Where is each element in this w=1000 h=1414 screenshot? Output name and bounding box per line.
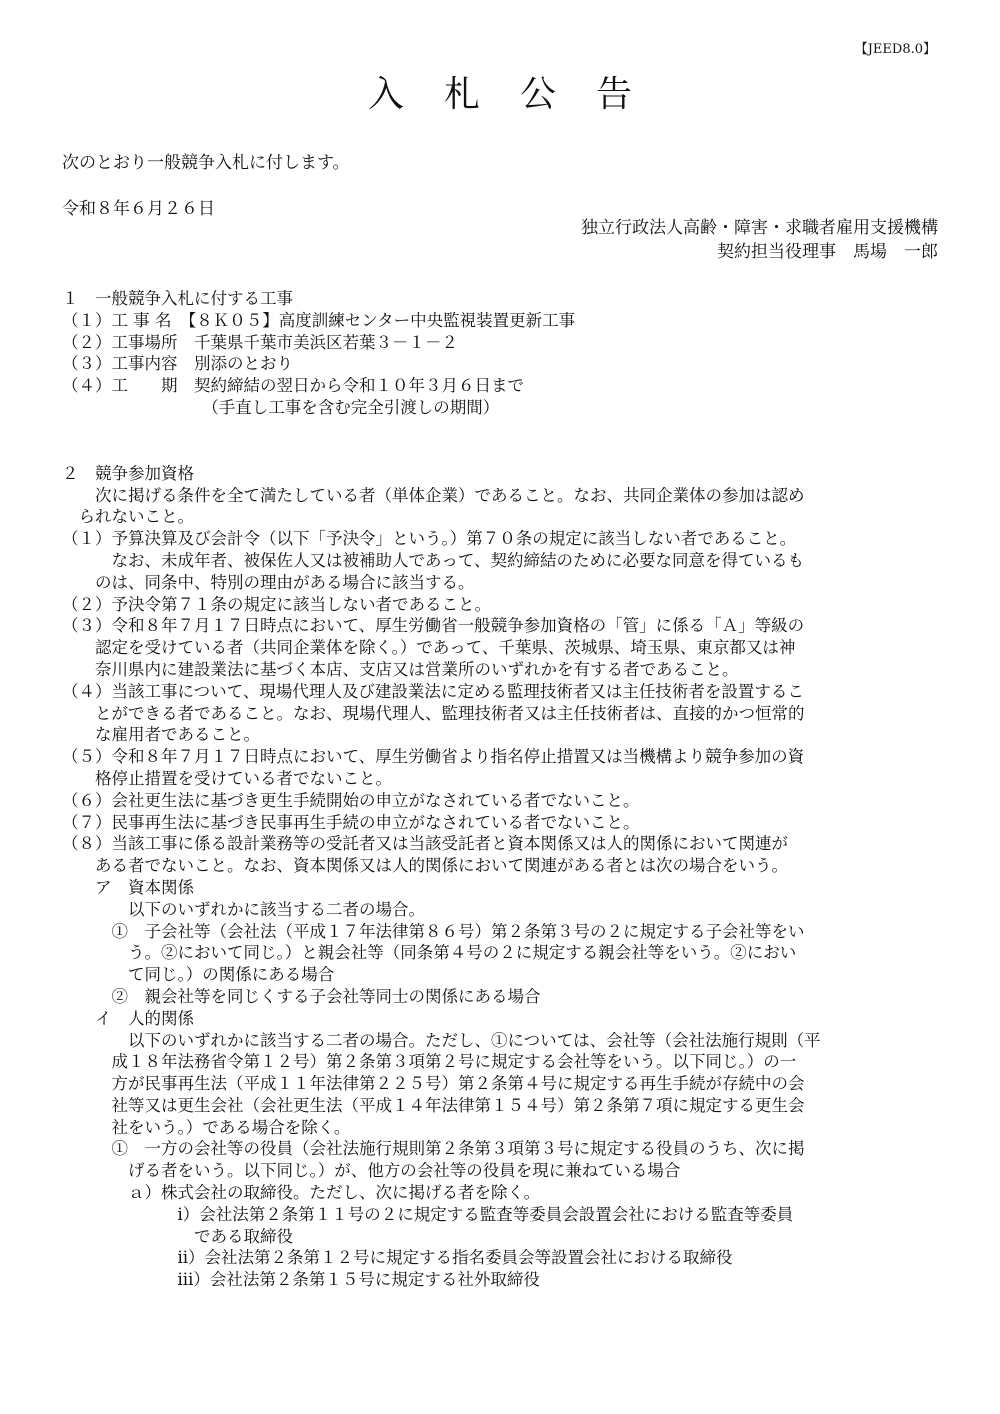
section-2-line: （７）民事再生法に基づき民事再生手続の申立がなされている者でないこと。	[62, 812, 640, 832]
section-1-item: （４）工 期 契約締結の翌日から令和１０年３月６日まで	[62, 376, 524, 396]
section-1-item: （１）工 事 名 【８Ｋ０５】高度訓練センター中央監視装置更新工事	[62, 310, 576, 330]
issuer-block	[581, 216, 938, 264]
section-spacer	[62, 441, 942, 463]
section-2-line: イ 人的関係	[62, 1008, 194, 1028]
section-2-line: 方が民事再生法（平成１１年法律第２２５号）第２条第４号に規定する再生手続が存続中の会	[62, 1074, 805, 1094]
section-2-line: 奈川県内に建設業法に基づく本店、支店又は営業所のいずれかを有する者であること。	[62, 659, 739, 679]
section-spacer	[62, 419, 942, 441]
section-2-line: なお、未成年者、被保佐人又は被補助人であって、契約締結のために必要な同意を得ているも	[62, 550, 805, 570]
section-2-line: な雇用者であること。	[62, 725, 260, 745]
section-2-heading: ２ 競争参加資格	[62, 463, 194, 483]
section-2-line: とができる者であること。なお、現場代理人、監理技術者又は主任技術者は、直接的かつ恒常的	[62, 703, 805, 723]
section-2-line: ⅲ）会社法第２条第１５号に規定する社外取締役	[62, 1270, 540, 1290]
issuer-organization: 独立行政法人高齢・障害・求職者雇用支援機構	[581, 218, 938, 238]
issuer-official: 契約担当役理事 馬場 一郎	[717, 242, 938, 262]
notice-date: 令和８年６月２６日	[62, 199, 215, 219]
section-2-line: 認定を受けている者（共同企業体を除く。）であって、千葉県、茨城県、埼玉県、東京都又は神	[62, 638, 796, 658]
section-2-line: ⅱ）会社法第２条第１２号に規定する指名委員会等設置会社における取締役	[62, 1248, 733, 1268]
section-2-line: である取締役	[62, 1226, 293, 1246]
section-2-line: られないこと。	[62, 507, 194, 527]
section-2-line: げる者をいう。以下同じ。）が、他方の会社等の役員を現に兼ねている場合	[62, 1161, 681, 1181]
section-2-line: （４）当該工事について、現場代理人及び建設業法に定める監理技術者又は主任技術者を設置するこ	[62, 681, 804, 701]
section-2-line: （５）令和８年７月１７日時点において、厚生労働省より指名停止措置又は当機構より競争参加の資	[62, 747, 805, 767]
section-2-line: ａ）株式会社の取締役。ただし、次に掲げる者を除く。	[62, 1183, 541, 1203]
section-2-line: ある者でないこと。なお、資本関係又は人的関係において関連がある者とは次の場合をいう。	[62, 856, 788, 876]
section-2-line: 社等又は更生会社（会社更生法（平成１４年法律第１５４号）第２条第７項に規定する更生会	[62, 1095, 805, 1115]
section-2-line: のは、同条中、特別の理由がある場合に該当する。	[62, 572, 475, 592]
section-2-line: 以下のいずれかに該当する二者の場合。ただし、①については、会社等（会社法施行規則（平	[62, 1030, 821, 1050]
section-2-line: て同じ。）の関係にある場合	[62, 965, 335, 985]
section-2-content	[62, 485, 942, 1291]
section-2-line: （３）令和８年７月１７日時点において、厚生労働省一般競争参加資格の「管」に係る「Ａ」等級の	[62, 616, 805, 636]
section-2-line: 社をいう。）である場合を除く。	[62, 1117, 351, 1137]
document-code: 【JEED8.0】	[854, 42, 936, 57]
section-2-line: ② 親会社等を同じくする子会社等同士の関係にある場合	[62, 986, 541, 1006]
section-1-item: （３）工事内容 別添のとおり	[62, 354, 293, 374]
section-2-line: 格停止措置を受けている者でないこと。	[62, 768, 392, 788]
section-1-item: （２）工事場所 千葉県千葉市美浜区若葉３－１－２	[62, 332, 458, 352]
section-2-line: （１）予算決算及び会計令（以下「予決令」という。）第７０条の規定に該当しない者であること。	[62, 529, 797, 549]
section-2-line: ア 資本関係	[62, 877, 194, 897]
document-body	[62, 288, 942, 1291]
section-2-line: （６）会社更生法に基づき更生手続開始の申立がなされている者でないこと。	[62, 790, 640, 810]
section-2-line: ① 子会社等（会社法（平成１７年法律第８６号）第２条第３号の２に規定する子会社等をい	[62, 921, 805, 941]
section-2-line: 次に掲げる条件を全て満たしている者（単体企業）であること。なお、共同企業体の参加は認め	[62, 485, 805, 505]
section-1-item: （手直し工事を含む完全引渡しの期間）	[62, 397, 500, 417]
section-2-line: （２）予決令第７１条の規定に該当しない者であること。	[62, 594, 491, 614]
section-1-heading: １ 一般競争入札に付する工事	[62, 289, 293, 308]
section-2-line: ⅰ）会社法第２条第１１号の２に規定する監査等委員会設置会社における監査等委員	[62, 1204, 794, 1224]
section-2-line: 以下のいずれかに該当する二者の場合。	[62, 899, 425, 919]
section-2-line: （８）当該工事に係る設計業務等の受託者又は当該受託者と資本関係又は人的関係において関連が	[62, 834, 788, 854]
document-title: 入札公告	[367, 74, 672, 115]
section-2-line: 成１８年法務省令第１２号）第２条第３項第２号に規定する会社等をいう。以下同じ。）の一	[62, 1052, 797, 1072]
section-2-line: う。②において同じ。）と親会社等（同条第４号の２に規定する親会社等をいう。②におい	[62, 943, 797, 963]
intro-text: 次のとおり一般競争入札に付します。	[62, 153, 350, 173]
section-2-line: ① 一方の会社等の役員（会社法施行規則第２条第３項第３号に規定する役員のうち、次に掲	[62, 1139, 805, 1159]
